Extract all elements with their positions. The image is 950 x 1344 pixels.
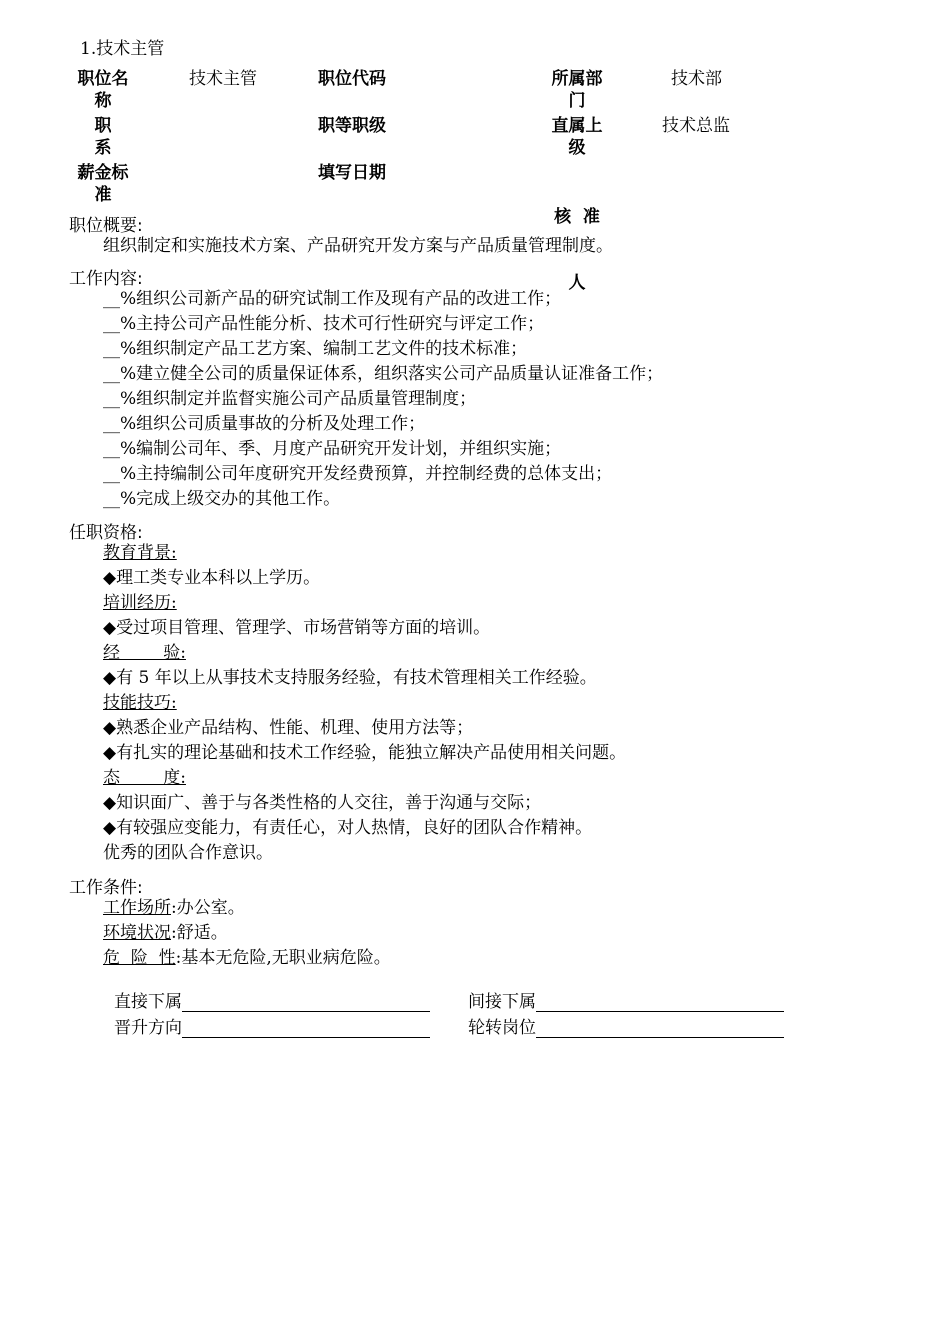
superior-value: 技术总监 xyxy=(662,116,730,136)
hazard-label: 危 险 性 xyxy=(103,948,176,968)
environment-label: 环境状况 xyxy=(103,923,171,943)
position-name-value: 技术主管 xyxy=(189,69,257,89)
list-item: __%主持公司产品性能分析、技术可行性研究与评定工作； xyxy=(103,314,545,334)
training-label: 培训经历: xyxy=(103,593,177,613)
rotation-post-label: 轮转岗位 xyxy=(468,1018,536,1038)
indirect-subordinate-label: 间接下属 xyxy=(468,992,536,1012)
duties-heading: 工作内容: xyxy=(69,269,143,289)
indirect-subordinate-field[interactable] xyxy=(468,987,784,1012)
list-item: __%组织公司新产品的研究试制工作及现有产品的改进工作； xyxy=(103,289,562,309)
training-item: ◆受过项目管理、管理学、市场营销等方面的培训。 xyxy=(103,618,491,638)
conditions-heading: 工作条件: xyxy=(69,878,143,898)
list-item: __%建立健全公司的质量保证体系，组织落实公司产品质量认证准备工作； xyxy=(103,364,664,384)
grade-label: 职等职级 xyxy=(318,116,386,136)
experience-item: ◆有 5 年以上从事技术支持服务经验，有技术管理相关工作经验。 xyxy=(103,668,597,688)
summary-heading: 职位概要: xyxy=(69,216,143,236)
list-item: __%组织制定并监督实施公司产品质量管理制度； xyxy=(103,389,477,409)
workplace-value: :办公室。 xyxy=(171,898,245,918)
workplace-label: 工作场所 xyxy=(103,898,171,918)
skills-item: ◆有扎实的理论基础和技术工作经验，能独立解决产品使用相关问题。 xyxy=(103,743,627,763)
environment-row xyxy=(103,921,228,946)
list-item: __%完成上级交办的其他工作。 xyxy=(103,489,341,509)
position-name-label: 职位名 称 xyxy=(77,69,129,111)
rotation-post-field[interactable] xyxy=(468,1013,784,1038)
rotation-post-line[interactable] xyxy=(536,1019,784,1038)
qualifications-heading: 任职资格: xyxy=(69,523,143,543)
workplace-row xyxy=(103,896,245,921)
promotion-path-line[interactable] xyxy=(182,1019,430,1038)
education-label: 教育背景: xyxy=(103,543,177,563)
promotion-path-label: 晋升方向 xyxy=(114,1018,182,1038)
qualifications-extra: 优秀的团队合作意识。 xyxy=(103,843,273,863)
position-code-label: 职位代码 xyxy=(318,69,386,89)
education-item: ◆理工类专业本科以上学历。 xyxy=(103,568,321,588)
direct-subordinate-field[interactable] xyxy=(114,987,430,1012)
direct-subordinate-line[interactable] xyxy=(182,993,430,1012)
skills-label: 技能技巧: xyxy=(103,693,177,713)
date-label: 填写日期 xyxy=(318,163,386,183)
salary-label: 薪金标 准 xyxy=(77,163,129,205)
attitude-item: ◆有较强应变能力，有责任心，对人热情，良好的团队合作精神。 xyxy=(103,818,593,838)
attitude-label: 态 度: xyxy=(103,768,186,788)
attitude-item: ◆知识面广、善于与各类性格的人交往，善于沟通与交际； xyxy=(103,793,542,813)
indirect-subordinate-line[interactable] xyxy=(536,993,784,1012)
hazard-row xyxy=(103,946,391,971)
environment-value: :舒适。 xyxy=(171,923,228,943)
document-title: 1.技术主管 xyxy=(80,39,165,59)
experience-label: 经 验: xyxy=(103,643,186,663)
direct-subordinate-label: 直接下属 xyxy=(114,992,182,1012)
skills-item: ◆熟悉企业产品结构、性能、机理、使用方法等； xyxy=(103,718,474,738)
series-label: 职 系 xyxy=(94,116,112,158)
department-label: 所属部 门 xyxy=(551,69,603,111)
superior-label: 直属上 级 xyxy=(551,116,603,158)
promotion-path-field[interactable] xyxy=(114,1013,430,1038)
list-item: __%组织公司质量事故的分析及处理工作； xyxy=(103,414,426,434)
hazard-value: :基本无危险,无职业病危险。 xyxy=(175,948,391,968)
approver-label: 核 准 人 xyxy=(554,207,600,293)
department-value: 技术部 xyxy=(671,69,722,89)
list-item: __%主持编制公司年度研究开发经费预算，并控制经费的总体支出； xyxy=(103,464,613,484)
list-item: __%组织制定产品工艺方案、编制工艺文件的技术标准； xyxy=(103,339,528,359)
list-item: __%编制公司年、季、月度产品研究开发计划，并组织实施； xyxy=(103,439,562,459)
summary-text: 组织制定和实施技术方案、产品研究开发方案与产品质量管理制度。 xyxy=(103,236,613,256)
